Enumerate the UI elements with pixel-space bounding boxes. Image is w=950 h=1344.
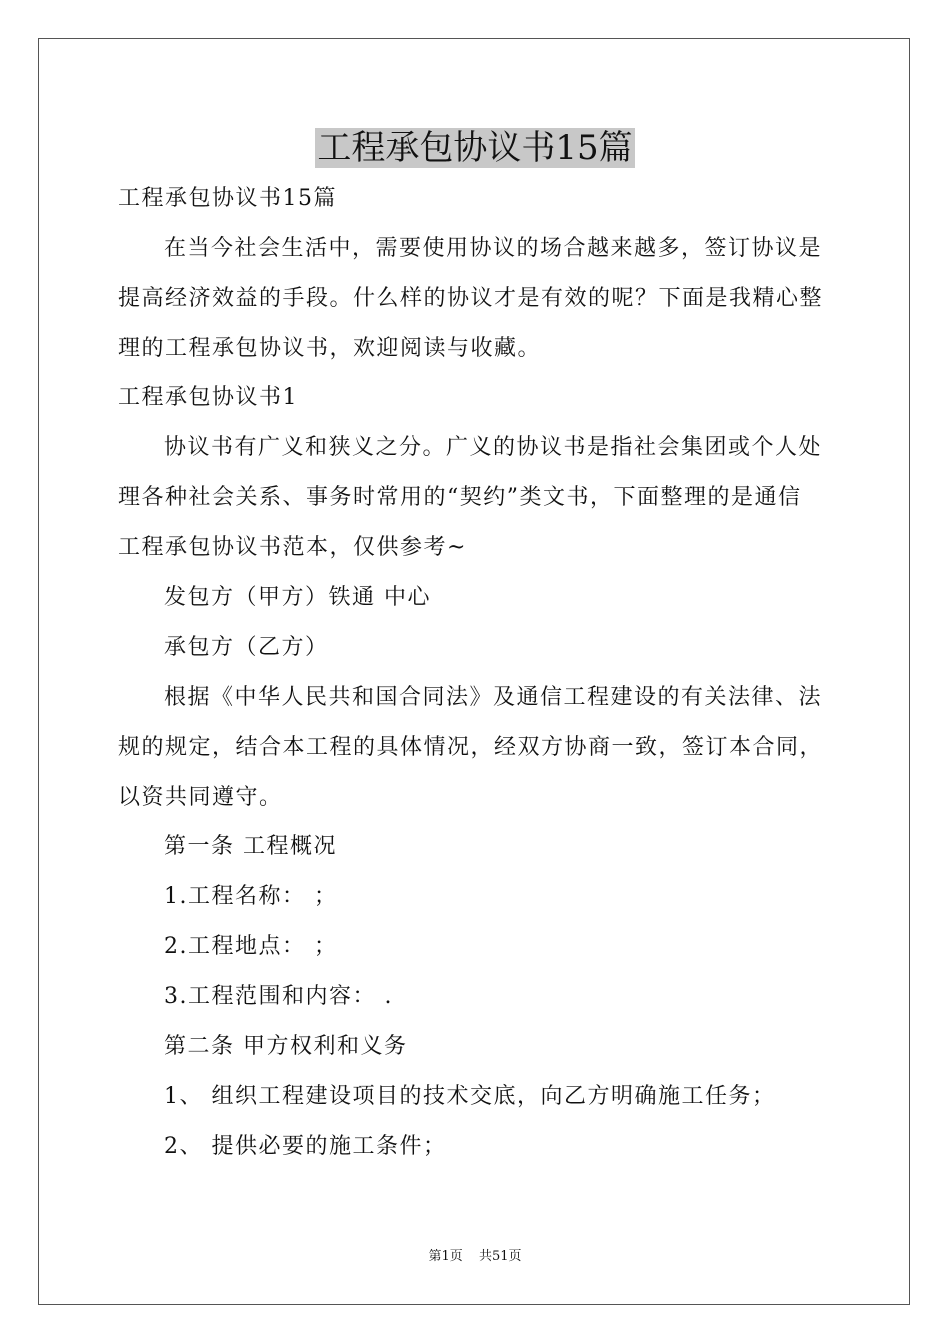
text-line: 理的工程承包协议书，欢迎阅读与收藏。 [118, 336, 542, 361]
document-title: 工程承包协议书15篇 [317, 128, 633, 168]
section-heading: 工程承包协议书1 [118, 385, 298, 410]
page-total: 共51页 [478, 1249, 522, 1264]
text-line: 根据《中华人民共和国合同法》及通信工程建设的有关法律、法 [164, 685, 823, 710]
text-line: 1、 组织工程建设项目的技术交底，向乙方明确施工任务； [164, 1084, 776, 1109]
page-footer [0, 1248, 950, 1266]
subtitle-line: 工程承包协议书15篇 [118, 186, 337, 211]
text-line: 工程承包协议书范本，仅供参考~ [118, 535, 467, 560]
title-wrap [0, 128, 950, 168]
text-line: 承包方（乙方） [164, 635, 329, 660]
text-line: 第二条 甲方权利和义务 [164, 1034, 408, 1059]
text-line: 3.工程范围和内容： . [164, 984, 393, 1009]
text-line: 提高经济效益的手段。什么样的协议才是有效的呢？下面是我精心整 [118, 286, 824, 311]
page-number: 第1页 [428, 1249, 463, 1264]
text-line: 协议书有广义和狭义之分。广义的协议书是指社会集团或个人处 [164, 435, 823, 460]
text-line: 2、 提供必要的施工条件； [164, 1134, 447, 1159]
text-line: 在当今社会生活中，需要使用协议的场合越来越多，签订协议是 [164, 236, 823, 261]
text-line: 第一条 工程概况 [164, 834, 337, 859]
text-line: 理各种社会关系、事务时常用的“契约”类文书，下面整理的是通信 [118, 485, 802, 510]
text-line: 1.工程名称： ； [164, 884, 338, 909]
text-line: 发包方（甲方）铁通 中心 [164, 585, 431, 610]
page-border [38, 38, 910, 1305]
text-line: 2.工程地点： ； [164, 934, 338, 959]
text-line: 规的规定，结合本工程的具体情况，经双方协商一致，签订本合同， [118, 735, 824, 760]
text-line: 以资共同遵守。 [118, 785, 283, 810]
